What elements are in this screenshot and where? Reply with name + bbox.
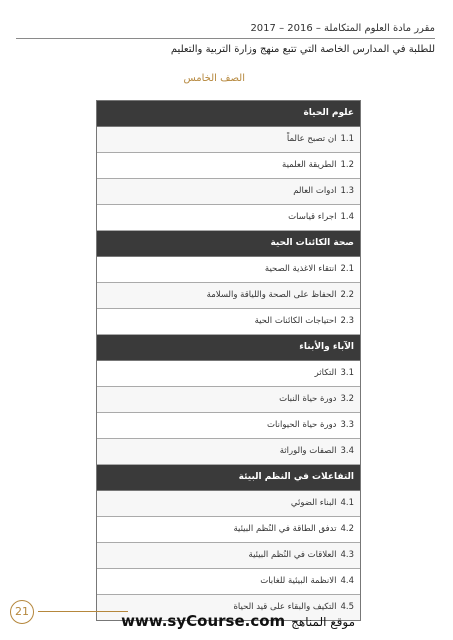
lesson-title: ان تصبح عالماً bbox=[286, 134, 337, 144]
lesson-title: الصفات والوراثة bbox=[279, 446, 337, 456]
lesson-row bbox=[97, 361, 360, 387]
lesson-number: 3.2 bbox=[340, 394, 354, 404]
lesson-row bbox=[97, 439, 360, 465]
lesson-number: 4.5 bbox=[340, 602, 354, 612]
lesson-title: تدفق الطاقة في النُظم البيئية bbox=[233, 524, 337, 534]
lesson-title: دورة حياة الحيوانات bbox=[267, 420, 337, 430]
lesson-title: انتقاء الاغذية الصحية bbox=[264, 264, 337, 274]
lesson-number: 1.2 bbox=[340, 160, 354, 170]
course-title: مقرر مادة العلوم المتكاملة – 2016 – 2017 bbox=[250, 23, 435, 34]
lesson-title: الانظمة البيئية للغابات bbox=[260, 576, 337, 586]
lesson-title: التكاثر bbox=[314, 368, 337, 378]
lesson-title: دورة حياة النبات bbox=[279, 394, 337, 404]
footer-rule bbox=[38, 611, 128, 612]
lesson-title: الطريقة العلمية bbox=[282, 160, 337, 170]
lesson-number: 2.3 bbox=[340, 316, 354, 326]
lesson-number: 3.3 bbox=[340, 420, 354, 430]
page-number: 21 bbox=[10, 600, 34, 624]
lesson-number: 1.4 bbox=[340, 212, 354, 222]
lesson-title: العلاقات في النُظم البيئية bbox=[248, 550, 337, 560]
footer-watermark bbox=[121, 612, 355, 630]
lesson-title: احتياجات الكائنات الحية bbox=[254, 316, 337, 326]
lesson-row bbox=[97, 569, 360, 595]
lesson-row bbox=[97, 309, 360, 335]
lesson-row bbox=[97, 153, 360, 179]
lesson-number: 1.3 bbox=[340, 186, 354, 196]
lesson-row bbox=[97, 257, 360, 283]
lesson-title: البناء الضوئي bbox=[290, 498, 337, 508]
lesson-number: 4.1 bbox=[340, 498, 354, 508]
lesson-row bbox=[97, 179, 360, 205]
lesson-row bbox=[97, 127, 360, 153]
section-header: صحة الكائنات الحية bbox=[97, 231, 360, 257]
lesson-row bbox=[97, 387, 360, 413]
lesson-row bbox=[97, 543, 360, 569]
section-header: التفاعلات في النظم البيئة bbox=[97, 465, 360, 491]
lesson-row bbox=[97, 517, 360, 543]
section-header: علوم الحياة bbox=[97, 101, 360, 127]
contents-table bbox=[96, 100, 361, 621]
lesson-title: الحفاظ على الصحة واللياقة والسلامة bbox=[206, 290, 337, 300]
site-name: موقع المناهج bbox=[291, 615, 355, 629]
lesson-number: 4.3 bbox=[340, 550, 354, 560]
lesson-number: 1.1 bbox=[340, 134, 354, 144]
lesson-number: 3.4 bbox=[340, 446, 354, 456]
grade-label: الصف الخامس bbox=[183, 73, 245, 84]
lesson-row bbox=[97, 413, 360, 439]
lesson-number: 2.1 bbox=[340, 264, 354, 274]
lesson-title: التكيف والبقاء على قيد الحياة bbox=[233, 602, 337, 612]
lesson-number: 4.2 bbox=[340, 524, 354, 534]
lesson-number: 4.4 bbox=[340, 576, 354, 586]
lesson-row bbox=[97, 205, 360, 231]
lesson-title: ادوات العالم bbox=[293, 186, 337, 196]
header-divider bbox=[16, 38, 435, 39]
site-url: www.syCourse.com bbox=[121, 612, 286, 630]
course-subtitle: للطلبة في المدارس الخاصة التي تتبع منهج وزارة التربية والتعليم bbox=[170, 44, 435, 55]
lesson-row bbox=[97, 491, 360, 517]
lesson-title: اجراء قياسات bbox=[288, 212, 337, 222]
lesson-row bbox=[97, 283, 360, 309]
lesson-number: 2.2 bbox=[340, 290, 354, 300]
section-header: الآباء والأبناء bbox=[97, 335, 360, 361]
lesson-number: 3.1 bbox=[340, 368, 354, 378]
